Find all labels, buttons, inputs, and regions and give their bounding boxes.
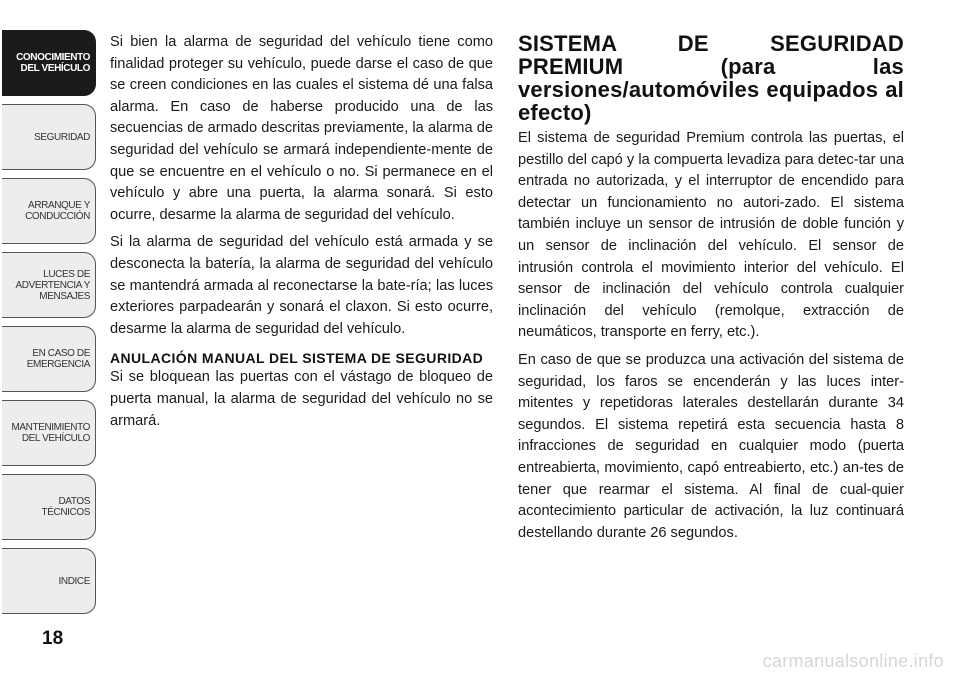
page-number: 18 <box>42 628 64 649</box>
watermark: carmanualsonline.info <box>762 651 944 671</box>
paragraph: El sistema de seguridad Premium controla las puertas, el pestillo del capó y la compuerta levadiza para detec-tar una entrada no autorizada, y el interruptor de encendido para detectar un funcionamiento no autori-zado. El sistema también incluye un sensor de intrusión de doble función y un sensor de inclinación del vehículo. El sensor de intrusión controla el movimiento interior del vehículo. El sensor de inclinación del vehículo controla cualquier inclinación del vehículo (remolque, extracción de neumáticos, transporte en ferry, etc.). <box>518 130 904 341</box>
tab-en-caso-de-emergencia[interactable]: EN CASO DE EMERGENCIA <box>2 326 96 392</box>
section-title: SISTEMA DE SEGURIDAD PREMIUM (para las versiones/automóviles equipados al efecto) <box>518 31 904 125</box>
tab-luces-de-advertencia[interactable]: LUCES DE ADVERTENCIA Y MENSAJES <box>2 252 96 318</box>
tab-datos-tecnicos[interactable]: DATOS TÉCNICOS <box>2 474 96 540</box>
paragraph: Si bien la alarma de seguridad del vehículo tiene como finalidad proteger su vehículo, puede darse el caso de que se creen condiciones en las cuales el sistema dé una falsa alarma. En caso de haberse producido una de las secuencias de armado descritas previamente, la alarma de seguridad del vehículo se armará independiente-mente de que se encuentre en el vehículo o no. Si permanece en el vehículo y abre una puerta, la alarma sonará. Si esto ocurre, desarme la alarma de seguridad del vehículo. <box>110 34 493 223</box>
tab-arranque-y-conduccion[interactable]: ARRANQUE Y CONDUCCIÓN <box>2 178 96 244</box>
tab-seguridad[interactable]: SEGURIDAD <box>2 104 96 170</box>
tab-indice[interactable]: INDICE <box>2 548 96 614</box>
right-column <box>518 32 904 550</box>
section-heading: ANULACIÓN MANUAL DEL SISTEMA DE SEGURIDAD <box>110 350 484 367</box>
tab-conocimiento-del-vehiculo[interactable]: CONOCIMIENTO DEL VEHÍCULO <box>2 30 96 96</box>
tab-mantenimiento[interactable]: MANTENIMIENTO DEL VEHÍCULO <box>2 400 96 466</box>
paragraph: Si la alarma de seguridad del vehículo está armada y se desconecta la batería, la alarma de seguridad del vehículo se mantendrá armada al reconectarse la bate-ría; las luces exteriores parpadearán y sonará el claxon. Si esto ocurre, desarme la alarma de seguridad del vehículo. <box>110 234 493 337</box>
paragraph: Si se bloquean las puertas con el vástago de bloqueo de puerta manual, la alarma de seguridad del vehículo no se armará. <box>110 369 493 429</box>
left-column <box>110 32 493 438</box>
paragraph: En caso de que se produzca una activación del sistema de seguridad, los faros se encenderán y las luces inter-mitentes y repetidoras laterales destellarán durante 34 segundos. El sistema repetirá esta secuencia hasta 8 infracciones de seguridad en cualquier modo (puerta entreabierta, movimiento, capó entreabierto, etc.) an-tes de tener que rearmar el sistema. Al final de cual-quier acontecimiento particular de activación, la luz continuará destellando durante 26 segundos. <box>518 351 904 541</box>
